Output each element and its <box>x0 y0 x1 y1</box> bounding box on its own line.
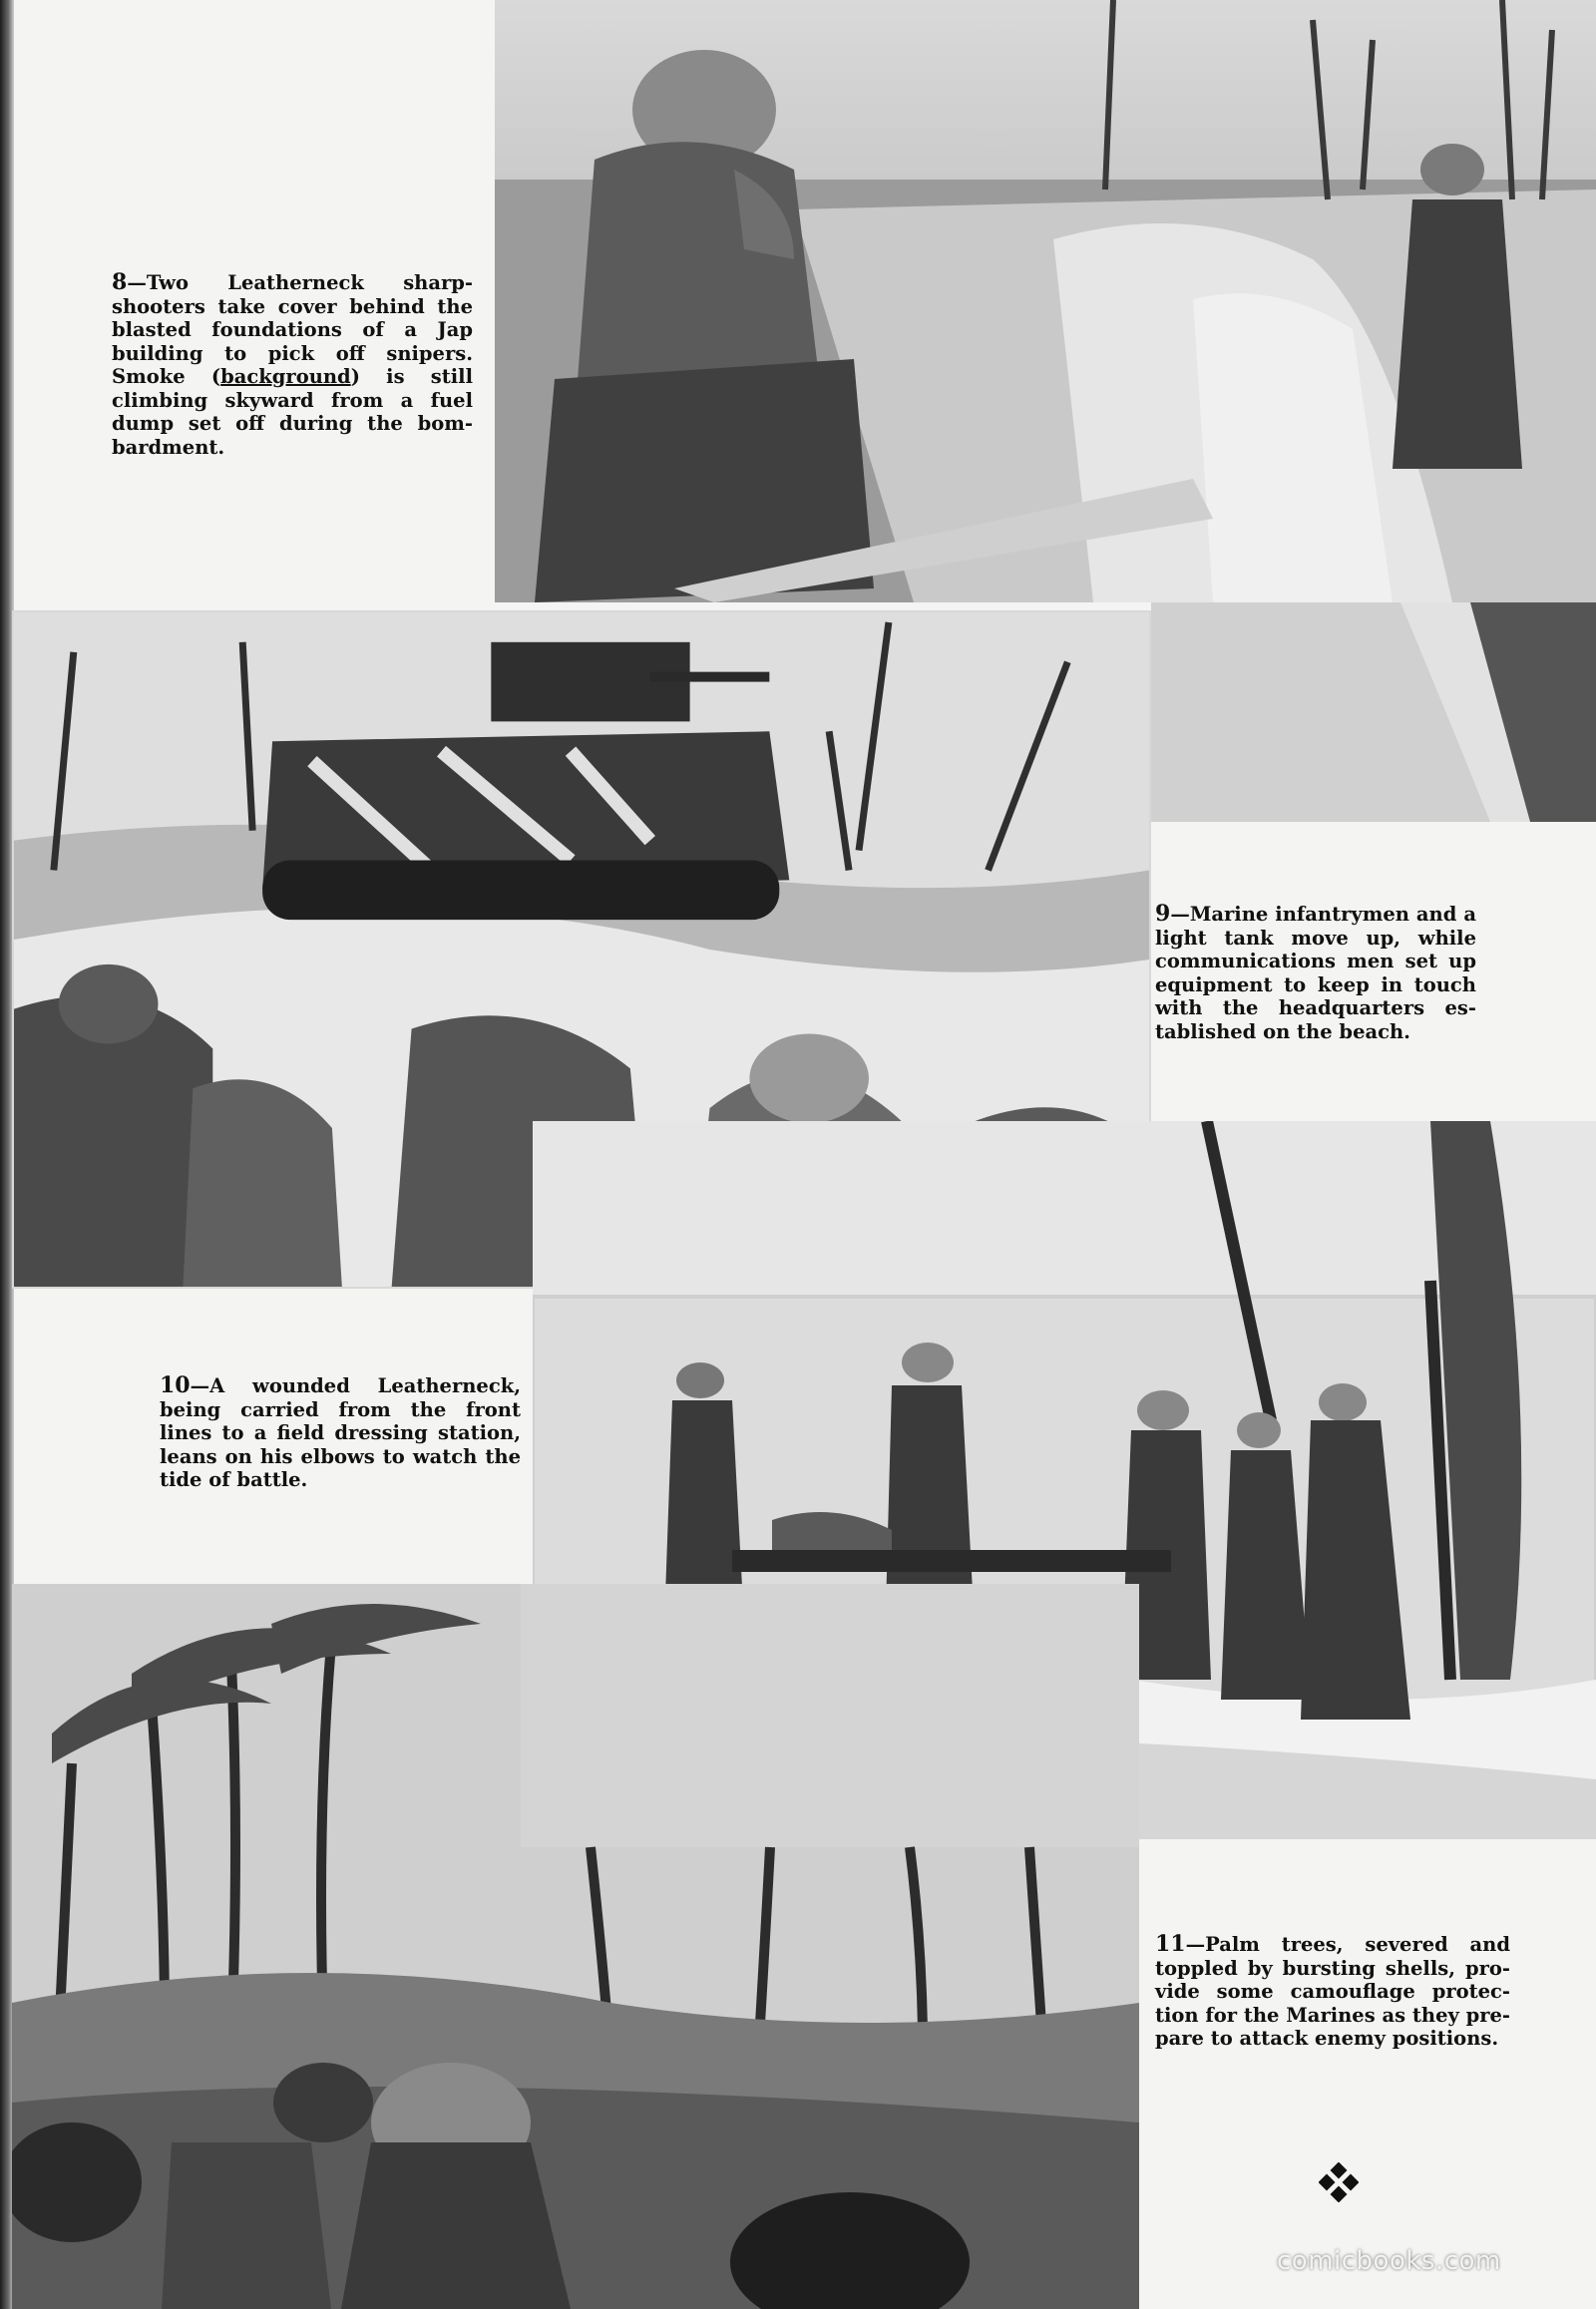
caption-11 <box>1155 1933 1510 2051</box>
diamond-ornament-icon <box>1319 2162 1359 2202</box>
caption-8-text-after: ) is still climbing skyward from a fuel dump set off during the bom-bardment. <box>112 365 474 459</box>
photo-8-sharpshooters <box>495 0 1596 602</box>
caption-8-text-before: —Two Leatherneck sharp-shooters take cover behind the blasted foundations of a Jap building to pick off snipers. Smoke ( <box>112 271 473 388</box>
caption-9-number: 9 <box>1155 901 1171 927</box>
caption-10-number: 10 <box>160 1372 191 1398</box>
caption-8-number: 8 <box>112 269 128 295</box>
watermark: comicbooks.com <box>1277 2246 1501 2276</box>
caption-8 <box>112 271 473 459</box>
caption-10-text: —A wounded Leatherneck, being carried from the front lines to a field dressing station, leans on his elbows to watch the tide of battle. <box>160 1374 521 1491</box>
caption-8-underlined: background <box>220 365 351 388</box>
caption-10 <box>160 1374 521 1492</box>
caption-9 <box>1155 903 1476 1043</box>
photo-11-palm-jungle <box>12 1584 1139 2309</box>
caption-11-number: 11 <box>1155 1931 1186 1957</box>
caption-11-text: —Palm trees, severed and toppled by bursting shells, pro-vide some camouflage protec-tion for the Marines as they pre-pare to attack enemy positions. <box>1155 1933 1510 2050</box>
photo-8-extension <box>1151 602 1596 822</box>
caption-9-text: —Marine infantrymen and a light tank move up, while communications men set up equipment to keep in touch with the headquarters es-tablished on the beach. <box>1155 903 1476 1043</box>
